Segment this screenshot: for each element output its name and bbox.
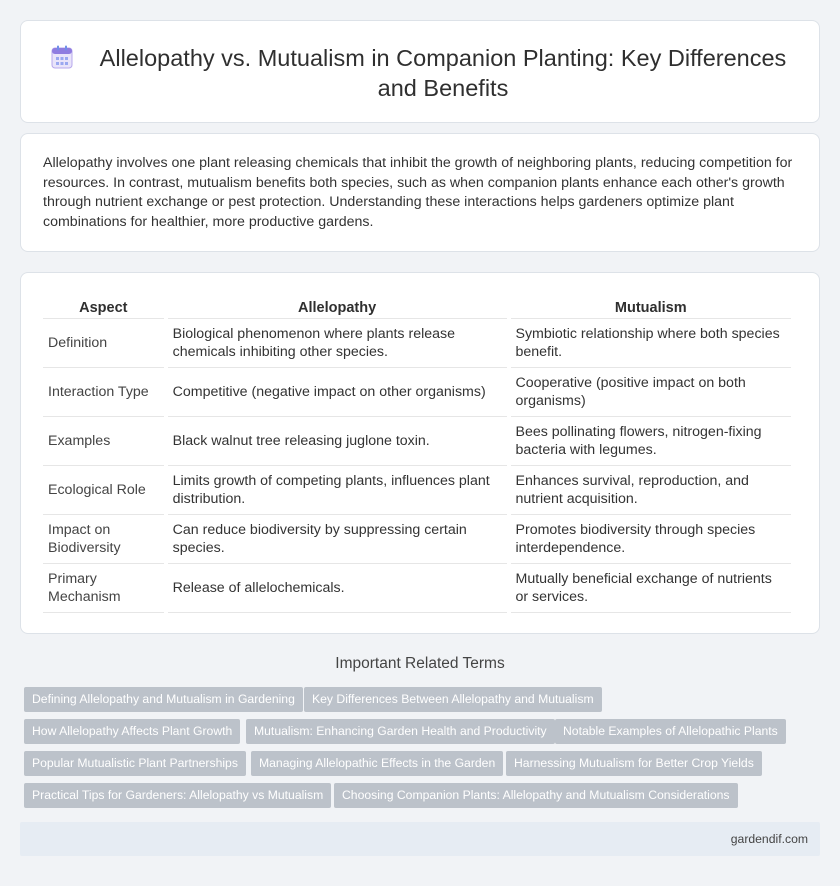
related-term-tag[interactable]: Managing Allelopathic Effects in the Garden xyxy=(251,751,503,776)
header-aspect: Aspect xyxy=(43,297,164,319)
related-term-tag[interactable]: Key Differences Between Allelopathy and Mutualism xyxy=(304,687,602,712)
cell-mutualism: Bees pollinating flowers, nitrogen-fixing bacteria with legumes. xyxy=(511,417,792,466)
related-term-tag[interactable]: Mutualism: Enhancing Garden Health and Productivity xyxy=(246,719,555,744)
cell-allelopathy: Black walnut tree releasing juglone toxin. xyxy=(168,417,507,466)
intro-card xyxy=(20,133,820,252)
cell-aspect: Primary Mechanism xyxy=(43,564,164,613)
cell-aspect: Impact on Biodiversity xyxy=(43,515,164,564)
comparison-table xyxy=(39,297,795,613)
cell-allelopathy: Can reduce biodiversity by suppressing certain species. xyxy=(168,515,507,564)
cell-mutualism: Enhances survival, reproduction, and nutrient acquisition. xyxy=(511,466,792,515)
table-row xyxy=(43,466,791,515)
related-term-tag[interactable]: Harnessing Mutualism for Better Crop Yields xyxy=(506,751,762,776)
intro-paragraph: Allelopathy involves one plant releasing chemicals that inhibit the growth of neighboring plants, reducing competition for resources. In contrast, mutualism benefits both species, such as when companion plants enhance each other's growth through nutrient exchange or pest protection. Understanding these interactions helps gardeners optimize plant combinations for healthier, more productive gardens. xyxy=(43,155,793,230)
related-term-tag[interactable]: Practical Tips for Gardeners: Allelopathy vs Mutualism xyxy=(24,783,331,808)
related-term-tag[interactable]: Defining Allelopathy and Mutualism in Gardening xyxy=(24,687,303,712)
related-term-tag[interactable]: How Allelopathy Affects Plant Growth xyxy=(24,719,240,744)
cell-aspect: Interaction Type xyxy=(43,368,164,417)
table-row xyxy=(43,417,791,466)
header-mutualism: Mutualism xyxy=(511,297,792,319)
title-card xyxy=(20,20,820,123)
table-row xyxy=(43,515,791,564)
table-row xyxy=(43,319,791,368)
page-title: Allelopathy vs. Mutualism in Companion Planting: Key Differences and Benefits xyxy=(99,45,787,101)
related-terms-title: Important Related Terms xyxy=(335,655,505,672)
cell-aspect: Examples xyxy=(43,417,164,466)
footer xyxy=(20,822,820,856)
footer-site-link[interactable]: gardendif.com xyxy=(730,832,808,846)
header-allelopathy: Allelopathy xyxy=(168,297,507,319)
cell-aspect: Ecological Role xyxy=(43,466,164,515)
cell-aspect: Definition xyxy=(43,319,164,368)
cell-mutualism: Mutually beneficial exchange of nutrients or services. xyxy=(511,564,792,613)
cell-allelopathy: Biological phenomenon where plants release chemicals inhibiting other species. xyxy=(168,319,507,368)
cell-allelopathy: Release of allelochemicals. xyxy=(168,564,507,613)
cell-allelopathy: Limits growth of competing plants, influences plant distribution. xyxy=(168,466,507,515)
table-header-row xyxy=(43,297,791,319)
related-term-tag[interactable]: Choosing Companion Plants: Allelopathy and Mutualism Considerations xyxy=(334,783,738,808)
related-term-tag[interactable]: Popular Mutualistic Plant Partnerships xyxy=(24,751,246,776)
cell-mutualism: Cooperative (positive impact on both organisms) xyxy=(511,368,792,417)
cell-mutualism: Promotes biodiversity through species interdependence. xyxy=(511,515,792,564)
cell-mutualism: Symbiotic relationship where both species benefit. xyxy=(511,319,792,368)
table-row xyxy=(43,368,791,417)
cell-allelopathy: Competitive (negative impact on other organisms) xyxy=(168,368,507,417)
comparison-table-card xyxy=(20,272,820,634)
related-term-tag[interactable]: Notable Examples of Allelopathic Plants xyxy=(555,719,786,744)
table-row xyxy=(43,564,791,613)
